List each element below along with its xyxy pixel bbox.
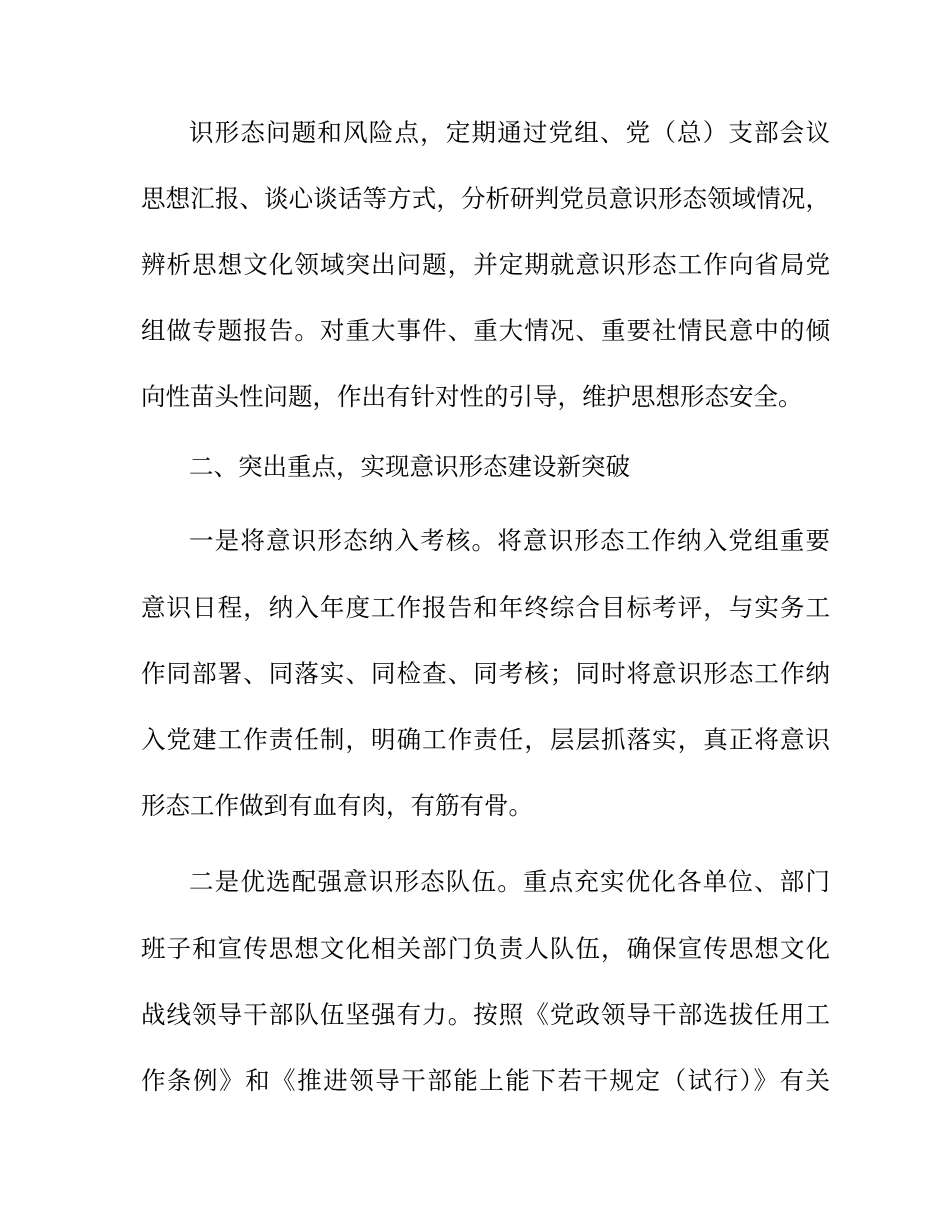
paragraph-line: 识形态问题和风险点，定期通过党组、党（总）支部会议 [189,118,830,147]
paragraph-line: 作同部署、同落实、同检查、同考核；同时将意识形态工作纳 [141,659,830,688]
paragraph-line: 战线领导干部队伍坚强有力。按照《党政领导干部选拔任用工 [141,1000,830,1029]
paragraph-line: 辨析思想文化领域突出问题，并定期就意识形态工作向省局党 [141,250,830,279]
section-heading: 二、突出重点，实现意识形态建设新突破 [189,452,630,481]
paragraph-line: 一是将意识形态纳入考核。将意识形态工作纳入党组重要 [189,526,830,555]
paragraph-line: 作条例》和《推进领导干部能上能下若干规定（试行）》有关 [141,1066,830,1095]
paragraph-line: 二是优选配强意识形态队伍。重点充实优化各单位、部门 [189,867,830,896]
paragraph-line: 意识日程，纳入年度工作报告和年终综合目标考评，与实务工 [141,593,830,622]
paragraph-line: 入党建工作责任制，明确工作责任，层层抓落实，真正将意识 [141,725,830,754]
paragraph-line: 向性苗头性问题，作出有针对性的引导，维护思想形态安全。 [141,382,803,411]
paragraph-line: 班子和宣传思想文化相关部门负责人队伍，确保宣传思想文化 [141,934,830,963]
paragraph-line: 形态工作做到有血有肉，有筋有骨。 [141,791,533,820]
paragraph-line: 组做专题报告。对重大事件、重大情况、重要社情民意中的倾 [141,316,830,345]
paragraph-line: 思想汇报、谈心谈话等方式，分析研判党员意识形态领域情况， [141,184,830,213]
